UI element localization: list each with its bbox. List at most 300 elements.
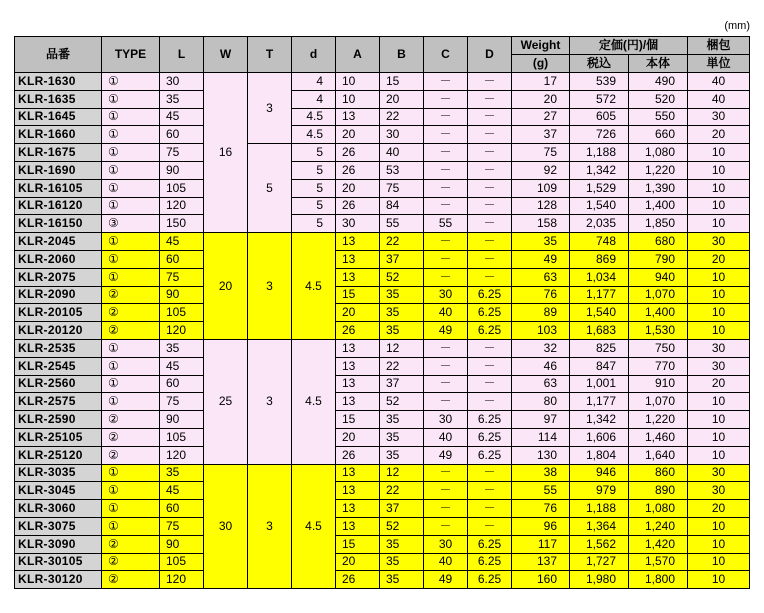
cell-a: 13	[336, 339, 380, 357]
table-row	[15, 286, 750, 304]
cell-d: 6.25	[468, 446, 512, 464]
cell-b: 22	[380, 482, 424, 500]
table-row	[15, 375, 750, 393]
cell-b: 40	[380, 144, 424, 162]
cell-d: －	[468, 215, 512, 233]
cell-d-small: 4.5	[292, 233, 336, 340]
cell-price-base: 1,220	[629, 411, 688, 429]
cell-product-no: KLR-2060	[15, 250, 102, 268]
cell-a: 26	[336, 161, 380, 179]
header-w: W	[204, 37, 248, 73]
cell-type: ②	[102, 322, 160, 340]
cell-price-tax-incl: 979	[570, 482, 629, 500]
cell-weight: 20	[512, 90, 570, 108]
cell-c: 30	[424, 535, 468, 553]
cell-b: 22	[380, 233, 424, 251]
cell-product-no: KLR-2535	[15, 339, 102, 357]
cell-weight: 137	[512, 553, 570, 571]
cell-weight: 96	[512, 517, 570, 535]
cell-product-no: KLR-2075	[15, 268, 102, 286]
cell-l: 120	[160, 322, 204, 340]
table-row	[15, 535, 750, 553]
cell-c: －	[424, 250, 468, 268]
cell-type: ①	[102, 197, 160, 215]
unit-label: (mm)	[724, 20, 750, 32]
cell-price-base: 1,850	[629, 215, 688, 233]
cell-a: 20	[336, 304, 380, 322]
cell-price-base: 520	[629, 90, 688, 108]
cell-price-base: 550	[629, 108, 688, 126]
cell-type: ①	[102, 179, 160, 197]
table-row	[15, 393, 750, 411]
cell-l: 120	[160, 571, 204, 589]
cell-price-base: 490	[629, 73, 688, 91]
cell-d-small: 5	[292, 197, 336, 215]
product-spec-table	[14, 36, 750, 589]
cell-w: 30	[204, 464, 248, 589]
cell-a: 13	[336, 357, 380, 375]
cell-product-no: KLR-30120	[15, 571, 102, 589]
cell-price-tax-incl: 1,529	[570, 179, 629, 197]
header-a: A	[336, 37, 380, 73]
cell-c: －	[424, 90, 468, 108]
cell-d: －	[468, 268, 512, 286]
cell-d: 6.25	[468, 428, 512, 446]
cell-pack: 10	[688, 179, 750, 197]
cell-weight: 114	[512, 428, 570, 446]
cell-price-base: 1,080	[629, 144, 688, 162]
cell-weight: 158	[512, 215, 570, 233]
cell-d-small: 5	[292, 161, 336, 179]
cell-l: 75	[160, 393, 204, 411]
cell-pack: 10	[688, 215, 750, 233]
cell-l: 30	[160, 73, 204, 91]
cell-price-base: 1,570	[629, 553, 688, 571]
cell-pack: 40	[688, 90, 750, 108]
table-row	[15, 179, 750, 197]
cell-l: 105	[160, 179, 204, 197]
cell-a: 20	[336, 126, 380, 144]
cell-c: －	[424, 161, 468, 179]
cell-weight: 130	[512, 446, 570, 464]
table-row	[15, 553, 750, 571]
cell-a: 13	[336, 233, 380, 251]
cell-c: －	[424, 73, 468, 91]
table-row	[15, 144, 750, 162]
cell-t: 3	[248, 339, 292, 464]
cell-d: 6.25	[468, 322, 512, 340]
cell-d: －	[468, 73, 512, 91]
cell-product-no: KLR-16120	[15, 197, 102, 215]
cell-price-tax-incl: 1,188	[570, 144, 629, 162]
cell-product-no: KLR-2560	[15, 375, 102, 393]
cell-a: 15	[336, 411, 380, 429]
cell-c: －	[424, 375, 468, 393]
cell-c: 30	[424, 411, 468, 429]
cell-price-base: 1,070	[629, 393, 688, 411]
table-row	[15, 571, 750, 589]
cell-l: 35	[160, 90, 204, 108]
cell-product-no: KLR-16150	[15, 215, 102, 233]
cell-a: 20	[336, 428, 380, 446]
cell-l: 45	[160, 233, 204, 251]
table-row	[15, 215, 750, 233]
cell-price-base: 1,400	[629, 304, 688, 322]
cell-product-no: KLR-2045	[15, 233, 102, 251]
cell-product-no: KLR-2590	[15, 411, 102, 429]
cell-c: －	[424, 517, 468, 535]
cell-price-tax-incl: 1,980	[570, 571, 629, 589]
cell-pack: 10	[688, 286, 750, 304]
cell-c: －	[424, 339, 468, 357]
cell-weight: 38	[512, 464, 570, 482]
cell-pack: 20	[688, 126, 750, 144]
cell-weight: 80	[512, 393, 570, 411]
cell-d: －	[468, 464, 512, 482]
cell-l: 90	[160, 535, 204, 553]
cell-b: 37	[380, 500, 424, 518]
cell-pack: 10	[688, 268, 750, 286]
cell-d: －	[468, 179, 512, 197]
cell-b: 75	[380, 179, 424, 197]
cell-weight: 55	[512, 482, 570, 500]
table-row	[15, 304, 750, 322]
cell-type: ②	[102, 411, 160, 429]
cell-product-no: KLR-1635	[15, 90, 102, 108]
cell-type: ②	[102, 446, 160, 464]
cell-pack: 10	[688, 144, 750, 162]
cell-price-tax-incl: 1,001	[570, 375, 629, 393]
cell-price-base: 1,530	[629, 322, 688, 340]
table-row	[15, 517, 750, 535]
cell-pack: 10	[688, 304, 750, 322]
table-row	[15, 339, 750, 357]
cell-weight: 63	[512, 268, 570, 286]
header-d-small: d	[292, 37, 336, 73]
cell-pack: 30	[688, 108, 750, 126]
cell-price-base: 1,800	[629, 571, 688, 589]
cell-type: ①	[102, 464, 160, 482]
cell-b: 37	[380, 250, 424, 268]
cell-b: 84	[380, 197, 424, 215]
cell-product-no: KLR-25120	[15, 446, 102, 464]
cell-a: 26	[336, 322, 380, 340]
cell-type: ①	[102, 500, 160, 518]
cell-price-tax-incl: 1,540	[570, 304, 629, 322]
cell-a: 10	[336, 90, 380, 108]
cell-d-small: 4.5	[292, 339, 336, 464]
cell-a: 13	[336, 517, 380, 535]
cell-c: －	[424, 500, 468, 518]
cell-price-tax-incl: 1,540	[570, 197, 629, 215]
cell-price-base: 750	[629, 339, 688, 357]
cell-weight: 117	[512, 535, 570, 553]
cell-type: ②	[102, 428, 160, 446]
cell-d: －	[468, 500, 512, 518]
cell-d: －	[468, 517, 512, 535]
cell-d-small: 4.5	[292, 464, 336, 589]
cell-price-tax-incl: 2,035	[570, 215, 629, 233]
cell-d-small: 5	[292, 144, 336, 162]
cell-d: －	[468, 339, 512, 357]
cell-c: 49	[424, 571, 468, 589]
cell-c: 55	[424, 215, 468, 233]
cell-l: 60	[160, 375, 204, 393]
cell-product-no: KLR-3090	[15, 535, 102, 553]
cell-d: －	[468, 250, 512, 268]
cell-d: －	[468, 393, 512, 411]
cell-c: －	[424, 464, 468, 482]
header-pack-line1: 梱包	[688, 37, 750, 55]
cell-d: －	[468, 197, 512, 215]
cell-product-no: KLR-1690	[15, 161, 102, 179]
cell-c: 49	[424, 322, 468, 340]
cell-price-base: 1,390	[629, 179, 688, 197]
cell-d-small: 5	[292, 179, 336, 197]
header-weight-unit: (g)	[512, 55, 570, 73]
cell-price-base: 860	[629, 464, 688, 482]
cell-price-tax-incl: 1,034	[570, 268, 629, 286]
cell-pack: 10	[688, 393, 750, 411]
cell-d: －	[468, 126, 512, 144]
cell-type: ②	[102, 304, 160, 322]
cell-product-no: KLR-1645	[15, 108, 102, 126]
cell-w: 20	[204, 233, 248, 340]
cell-a: 10	[336, 73, 380, 91]
cell-price-base: 660	[629, 126, 688, 144]
cell-product-no: KLR-3060	[15, 500, 102, 518]
cell-weight: 17	[512, 73, 570, 91]
table-row	[15, 268, 750, 286]
cell-weight: 109	[512, 179, 570, 197]
cell-b: 12	[380, 464, 424, 482]
cell-t: 5	[248, 144, 292, 233]
cell-d: －	[468, 233, 512, 251]
cell-b: 35	[380, 304, 424, 322]
cell-b: 35	[380, 411, 424, 429]
cell-a: 13	[336, 108, 380, 126]
cell-d-small: 4.5	[292, 108, 336, 126]
cell-b: 35	[380, 535, 424, 553]
cell-d-small: 4	[292, 73, 336, 91]
header-pack-line2: 単位	[688, 55, 750, 73]
header-d: D	[468, 37, 512, 73]
cell-weight: 37	[512, 126, 570, 144]
cell-b: 52	[380, 268, 424, 286]
cell-type: ①	[102, 90, 160, 108]
table-row	[15, 500, 750, 518]
cell-pack: 20	[688, 500, 750, 518]
cell-weight: 128	[512, 197, 570, 215]
cell-price-base: 1,420	[629, 535, 688, 553]
cell-a: 26	[336, 571, 380, 589]
cell-b: 35	[380, 553, 424, 571]
cell-d: 6.25	[468, 535, 512, 553]
cell-type: ①	[102, 161, 160, 179]
cell-price-tax-incl: 1,562	[570, 535, 629, 553]
cell-c: －	[424, 179, 468, 197]
cell-weight: 76	[512, 286, 570, 304]
cell-d: －	[468, 90, 512, 108]
header-type: TYPE	[102, 37, 160, 73]
cell-c: －	[424, 393, 468, 411]
cell-price-base: 1,070	[629, 286, 688, 304]
cell-price-tax-incl: 825	[570, 339, 629, 357]
cell-l: 60	[160, 126, 204, 144]
cell-d: 6.25	[468, 411, 512, 429]
cell-l: 75	[160, 268, 204, 286]
cell-d: －	[468, 375, 512, 393]
cell-pack: 10	[688, 571, 750, 589]
cell-l: 75	[160, 144, 204, 162]
cell-type: ②	[102, 571, 160, 589]
cell-price-base: 1,220	[629, 161, 688, 179]
cell-type: ①	[102, 393, 160, 411]
cell-a: 20	[336, 179, 380, 197]
cell-type: ①	[102, 482, 160, 500]
cell-product-no: KLR-3075	[15, 517, 102, 535]
cell-price-base: 680	[629, 233, 688, 251]
cell-product-no: KLR-20120	[15, 322, 102, 340]
cell-price-base: 1,240	[629, 517, 688, 535]
header-price-tax-incl: 税込	[570, 55, 629, 73]
cell-b: 35	[380, 286, 424, 304]
cell-price-tax-incl: 1,364	[570, 517, 629, 535]
cell-product-no: KLR-1675	[15, 144, 102, 162]
cell-type: ①	[102, 233, 160, 251]
table-header	[15, 37, 750, 73]
table-row	[15, 108, 750, 126]
cell-type: ②	[102, 553, 160, 571]
cell-product-no: KLR-1660	[15, 126, 102, 144]
cell-c: －	[424, 482, 468, 500]
cell-weight: 63	[512, 375, 570, 393]
cell-l: 60	[160, 250, 204, 268]
cell-type: ②	[102, 535, 160, 553]
cell-d: 6.25	[468, 571, 512, 589]
cell-pack: 10	[688, 322, 750, 340]
cell-price-base: 790	[629, 250, 688, 268]
table-row	[15, 322, 750, 340]
header-c: C	[424, 37, 468, 73]
cell-pack: 10	[688, 553, 750, 571]
table-row	[15, 464, 750, 482]
cell-l: 35	[160, 339, 204, 357]
cell-pack: 30	[688, 464, 750, 482]
cell-price-tax-incl: 1,342	[570, 411, 629, 429]
cell-type: ①	[102, 108, 160, 126]
cell-l: 120	[160, 446, 204, 464]
header-t: T	[248, 37, 292, 73]
cell-weight: 46	[512, 357, 570, 375]
cell-pack: 10	[688, 446, 750, 464]
cell-l: 45	[160, 482, 204, 500]
cell-w: 25	[204, 339, 248, 464]
cell-type: ①	[102, 250, 160, 268]
table-row	[15, 90, 750, 108]
cell-a: 13	[336, 393, 380, 411]
cell-l: 150	[160, 215, 204, 233]
cell-d-small: 5	[292, 215, 336, 233]
table-row	[15, 411, 750, 429]
cell-c: －	[424, 357, 468, 375]
cell-price-base: 890	[629, 482, 688, 500]
cell-weight: 75	[512, 144, 570, 162]
cell-price-tax-incl: 1,727	[570, 553, 629, 571]
cell-c: 40	[424, 304, 468, 322]
cell-t: 3	[248, 73, 292, 144]
table-row	[15, 357, 750, 375]
cell-weight: 97	[512, 411, 570, 429]
cell-product-no: KLR-2545	[15, 357, 102, 375]
cell-price-base: 1,080	[629, 500, 688, 518]
cell-type: ①	[102, 268, 160, 286]
cell-d: 6.25	[468, 286, 512, 304]
cell-weight: 32	[512, 339, 570, 357]
cell-b: 35	[380, 322, 424, 340]
cell-a: 26	[336, 144, 380, 162]
cell-type: ②	[102, 286, 160, 304]
cell-price-tax-incl: 1,342	[570, 161, 629, 179]
cell-d: －	[468, 144, 512, 162]
cell-a: 30	[336, 215, 380, 233]
header-weight: Weight	[512, 37, 570, 55]
cell-price-tax-incl: 726	[570, 126, 629, 144]
cell-type: ①	[102, 517, 160, 535]
cell-price-tax-incl: 1,177	[570, 393, 629, 411]
cell-a: 13	[336, 500, 380, 518]
cell-product-no: KLR-30105	[15, 553, 102, 571]
cell-product-no: KLR-3035	[15, 464, 102, 482]
cell-c: －	[424, 197, 468, 215]
table-row	[15, 482, 750, 500]
cell-b: 52	[380, 517, 424, 535]
header-b: B	[380, 37, 424, 73]
cell-l: 45	[160, 108, 204, 126]
header-price-base: 本体	[629, 55, 688, 73]
cell-price-tax-incl: 748	[570, 233, 629, 251]
cell-a: 13	[336, 464, 380, 482]
cell-weight: 89	[512, 304, 570, 322]
cell-d: －	[468, 482, 512, 500]
cell-c: －	[424, 108, 468, 126]
cell-l: 105	[160, 428, 204, 446]
cell-price-tax-incl: 539	[570, 73, 629, 91]
cell-product-no: KLR-2575	[15, 393, 102, 411]
cell-weight: 35	[512, 233, 570, 251]
cell-l: 105	[160, 553, 204, 571]
cell-pack: 10	[688, 161, 750, 179]
cell-b: 30	[380, 126, 424, 144]
cell-type: ①	[102, 339, 160, 357]
cell-l: 90	[160, 161, 204, 179]
cell-weight: 27	[512, 108, 570, 126]
cell-product-no: KLR-20105	[15, 304, 102, 322]
cell-a: 13	[336, 268, 380, 286]
cell-type: ①	[102, 357, 160, 375]
cell-price-tax-incl: 1,606	[570, 428, 629, 446]
cell-type: ①	[102, 73, 160, 91]
cell-d: 6.25	[468, 553, 512, 571]
cell-weight: 92	[512, 161, 570, 179]
cell-l: 60	[160, 500, 204, 518]
cell-type: ③	[102, 215, 160, 233]
cell-l: 35	[160, 464, 204, 482]
cell-b: 35	[380, 571, 424, 589]
cell-pack: 30	[688, 357, 750, 375]
cell-pack: 40	[688, 73, 750, 91]
table-row	[15, 73, 750, 91]
